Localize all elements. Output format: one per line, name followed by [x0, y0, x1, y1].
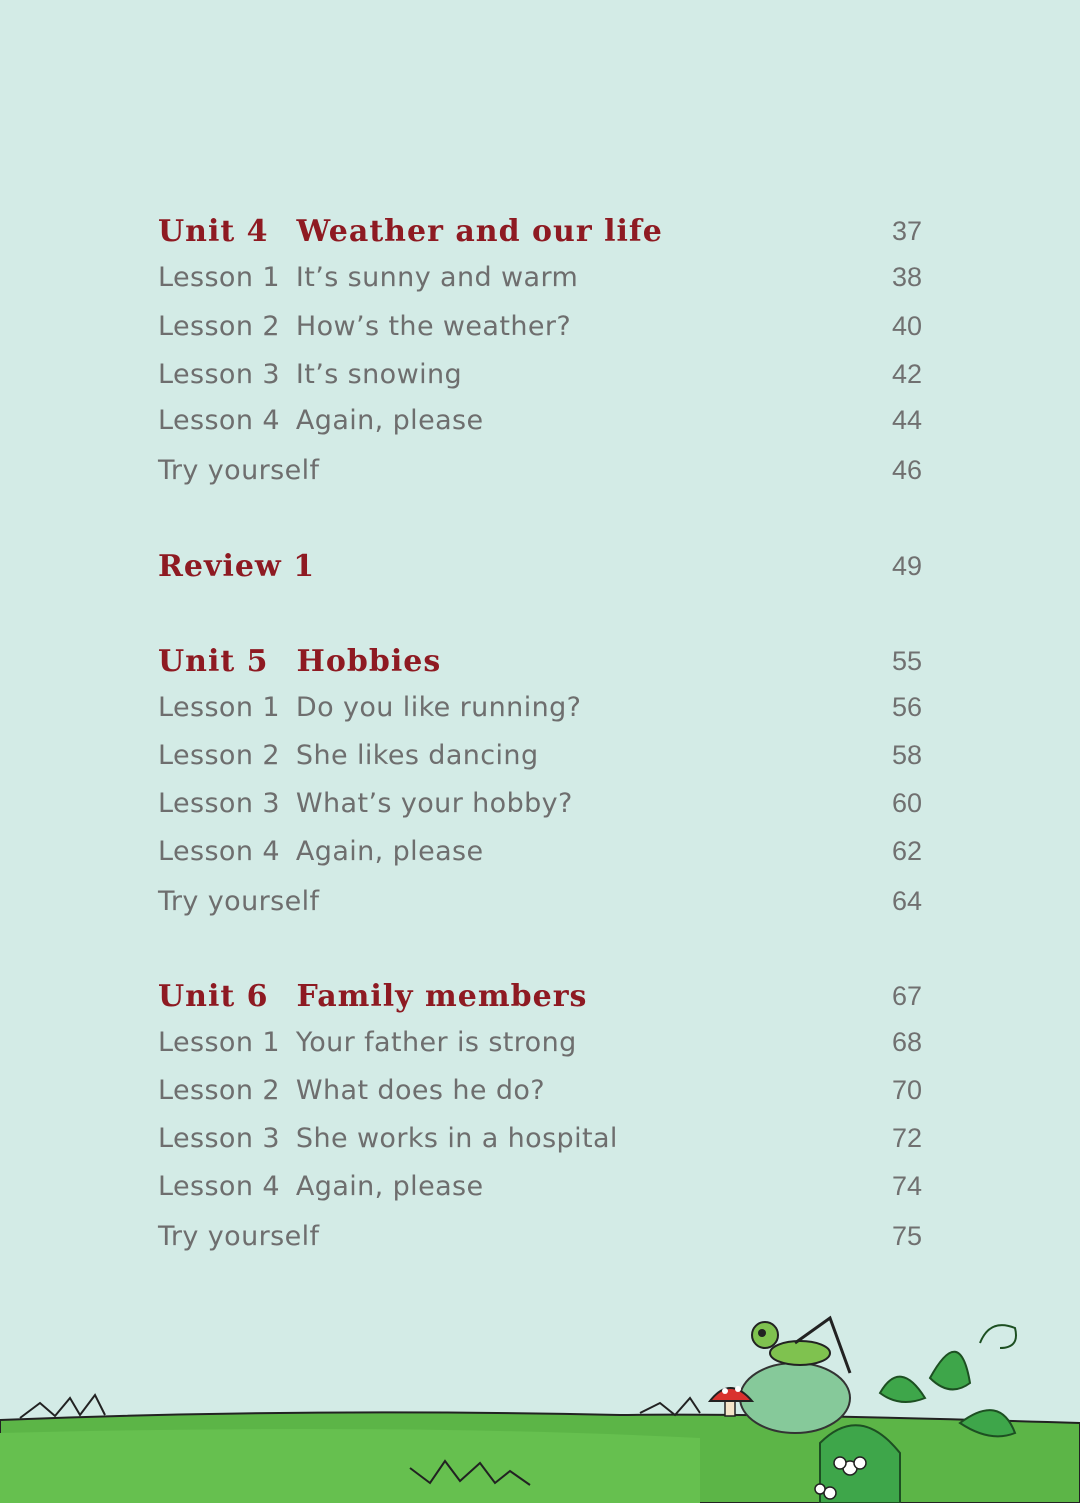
toc-heading [158, 209, 922, 253]
toc-entry [158, 304, 922, 348]
toc-entry [158, 1020, 922, 1064]
entry-title: Weather and our life [296, 213, 663, 249]
entry-number: Lesson 4 [158, 835, 280, 867]
entry-title: Try yourself [158, 1220, 320, 1252]
entry-number: Lesson 4 [158, 404, 280, 436]
entry-title: What does he do? [295, 1074, 546, 1106]
toc-heading [158, 639, 922, 683]
toc-entry [158, 1164, 922, 1208]
entry-title: Your father is strong [295, 1026, 577, 1058]
toc-entry [158, 829, 922, 873]
toc-label [158, 740, 538, 771]
toc-label [158, 405, 484, 436]
toc-label [158, 262, 578, 293]
toc-entry [158, 879, 922, 923]
entry-title: How’s the weather? [295, 310, 572, 342]
page-number: 75 [891, 1220, 922, 1251]
page-number: 62 [891, 835, 922, 866]
entry-title: Family members [296, 978, 588, 1014]
toc-entry [158, 781, 922, 825]
entry-number: Lesson 3 [158, 1122, 280, 1154]
entry-number: Unit 5 [158, 643, 269, 679]
toc-label [158, 979, 587, 1014]
entry-number: Lesson 4 [158, 1170, 280, 1202]
page-number: 70 [891, 1074, 922, 1105]
toc-entry [158, 685, 922, 729]
toc-label [158, 1123, 618, 1154]
page-number: 44 [891, 404, 922, 435]
page-number: 49 [891, 550, 922, 581]
toc-heading [158, 544, 922, 588]
entry-number: Lesson 2 [158, 310, 280, 342]
entry-title: Try yourself [158, 885, 320, 917]
toc-label [158, 788, 573, 819]
toc-entry [158, 1116, 922, 1160]
entry-title: Again, please [295, 1170, 484, 1202]
entry-title: What’s your hobby? [295, 787, 573, 819]
page-number: 67 [891, 980, 922, 1011]
toc-entry [158, 733, 922, 777]
toc-label [158, 359, 462, 390]
toc-label [158, 1221, 319, 1252]
entry-number: Unit 4 [158, 213, 269, 249]
toc-label [158, 644, 441, 679]
page-number: 55 [891, 645, 922, 676]
entry-title: Do you like running? [295, 691, 582, 723]
page-number: 38 [891, 261, 922, 292]
page-number: 68 [891, 1026, 922, 1057]
page-number: 60 [891, 787, 922, 818]
page-number: 40 [891, 310, 922, 341]
grasshopper-illustration [752, 1318, 850, 1373]
page-number: 72 [891, 1122, 922, 1153]
page-number: 42 [891, 358, 922, 389]
entry-title: Hobbies [296, 643, 442, 679]
page-number: 56 [891, 691, 922, 722]
toc-heading [158, 974, 922, 1018]
page-number: 64 [891, 885, 922, 916]
entry-number: Lesson 1 [158, 691, 280, 723]
meadow-illustration [0, 1303, 1080, 1503]
toc-label [158, 692, 581, 723]
entry-number: Unit 6 [158, 978, 269, 1014]
entry-title: She works in a hospital [295, 1122, 618, 1154]
page-number: 74 [891, 1170, 922, 1201]
entry-title: Again, please [295, 835, 484, 867]
toc-label [158, 311, 571, 342]
toc-label [158, 455, 319, 486]
toc-label [158, 214, 663, 249]
entry-title: It’s sunny and warm [295, 261, 579, 293]
toc-entry [158, 255, 922, 299]
toc-entry [158, 448, 922, 492]
toc-label [158, 1075, 545, 1106]
entry-number: Lesson 1 [158, 261, 280, 293]
toc-label [158, 836, 484, 867]
toc-label [158, 886, 319, 917]
entry-number: Lesson 2 [158, 739, 280, 771]
entry-title: Review 1 [158, 548, 316, 584]
entry-title: Again, please [295, 404, 484, 436]
toc-entry [158, 352, 922, 396]
entry-title: It’s snowing [295, 358, 463, 390]
entry-title: She likes dancing [295, 739, 539, 771]
entry-number: Lesson 2 [158, 1074, 280, 1106]
toc-entry [158, 1214, 922, 1258]
entry-title: Try yourself [158, 454, 320, 486]
entry-number: Lesson 3 [158, 358, 280, 390]
toc-label [158, 549, 315, 584]
toc-label [158, 1171, 484, 1202]
page-number: 46 [891, 454, 922, 485]
page-number: 58 [891, 739, 922, 770]
toc-entry [158, 1068, 922, 1112]
entry-number: Lesson 1 [158, 1026, 280, 1058]
page-number: 37 [891, 215, 922, 246]
entry-number: Lesson 3 [158, 787, 280, 819]
toc-entry [158, 398, 922, 442]
toc-label [158, 1027, 577, 1058]
